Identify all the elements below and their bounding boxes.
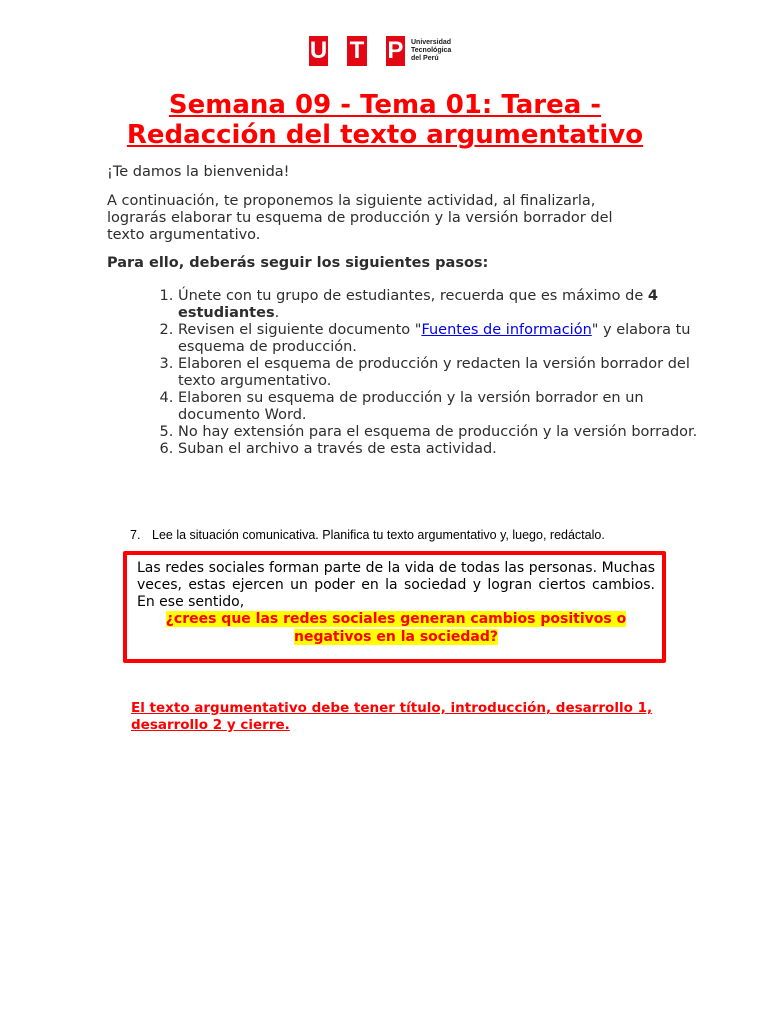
logo-divider [328,36,347,66]
situation-question [137,610,655,646]
list-item: 1. Únete con tu grupo de estudiantes, recuerda que es máximo de 4 estudiantes. [178,288,698,322]
list-item: 5. No hay extensión para el esquema de producción y la versión borrador. [178,424,698,441]
logo-university-name [411,39,451,63]
list-item: 3. Elaboren el esquema de producción y redacten la versión borrador del texto argumentativo. [178,356,698,390]
steps-heading: Para ello, deberás seguir los siguientes pasos: [107,255,489,271]
step-7-text: Lee la situación comunicativa. Planifica tu texto argumentativo y, luego, redáctalo. [152,528,605,542]
step-7-number: 7. [130,528,141,542]
title-text: Semana 09 - Tema 01: Tarea - Redacción del texto argumentativo [126,90,644,150]
utp-logo [309,36,451,66]
list-item: 4. Elaboren su esquema de producción y la versión borrador en un documento Word. [178,390,698,424]
situation-text: Las redes sociales forman parte de la vida de todas las personas. Muchas veces, estas ejercen un poder en la sociedad y logran ciertos cambios. En ese sentido, [137,560,655,610]
activity-description: A continuación, te proponemos la siguiente actividad, al finalizarla, lograrás elaborar tu esquema de producción y la versión borrador del texto argumentativo. [107,193,613,243]
logo-line-1: Universidad [411,39,452,46]
communicative-situation-box [123,551,666,663]
page-title [100,90,670,150]
logo-divider [367,36,386,66]
steps-list [150,288,698,458]
list-item: 6. Suban el archivo a través de esta actividad. [178,441,698,458]
list-item: 2. Revisen el siguiente documento "Fuentes de información" y elabora tu esquema de producción. [178,322,698,356]
structure-requirement-note: El texto argumentativo debe tener título, introducción, desarrollo 1, desarrollo 2 y cierre. [131,700,653,733]
step-7 [130,528,605,542]
highlighted-question: ¿crees que las redes sociales generan cambios positivos o negativos en la sociedad? [165,611,627,645]
sources-document-link[interactable]: Fuentes de información [421,322,592,338]
logo-line-2: Tecnológica [411,47,452,54]
logo-letter-p: P [387,37,404,64]
utp-logo-mark [309,36,405,66]
welcome-text: ¡Te damos la bienvenida! [107,164,290,180]
logo-letter-u: U [309,37,328,64]
group-size: 4 estudiantes [178,288,658,321]
logo-letter-t: T [349,37,365,64]
logo-line-3: del Perú [411,55,439,62]
